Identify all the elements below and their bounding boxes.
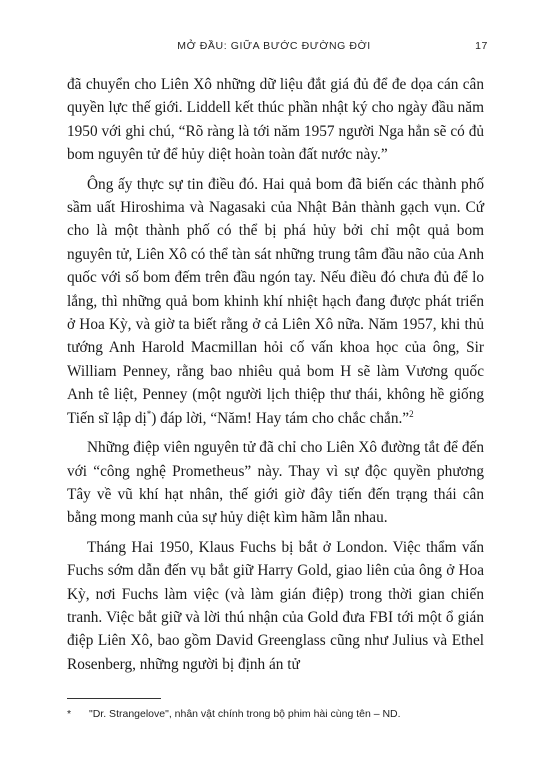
footnote-divider — [67, 698, 161, 699]
running-title: MỞ ĐẦU: GIỮA BƯỚC ĐƯỜNG ĐỜI — [177, 40, 371, 52]
paragraph-2-tail: ) đáp lời, “Năm! Hay tám cho chắc chắn.” — [151, 409, 410, 427]
footnote-reference-mark: * — [146, 408, 152, 419]
page-number: 17 — [475, 40, 488, 52]
paragraph-4: Tháng Hai 1950, Klaus Fuchs bị bắt ở London. Việc thẩm vấn Fuchs sớm dẫn đến vụ bắt giữ Harry Gold, giao liên của ông ở Hoa Kỳ, nơi Fuchs làm việc (và làm gián điệp) trong thời gian chiến tranh. Việc bắt giữ và lời thú nhận của Gold đưa FBI tới một ổ gián điệp Liên Xô, bao gồm David Greenglass cũng như Julius và Ethel Rosenberg, những người bị định án tử — [67, 538, 484, 673]
paragraph-2-text: Ông ấy thực sự tin điều đó. Hai quả bom đã biến các thành phố sầm uất Hiroshima và Nagasaki của Nhật Bản thành gạch vụn. Cứ cho là một thành phố có thể bị phá hủy bởi chỉ một quả bom nguyên tử, Liên Xô có thể tàn sát những trung tâm đầu não của Anh quốc với số bom đếm trên đầu ngón tay. Nếu điều đó chưa đủ để lo lắng, thì những quả bom khinh khí nhiệt hạch đang được phát triển ở Hoa Kỳ, và giờ ta biết rằng ở cả Liên Xô nữa. Năm 1957, khi thủ tướng Anh Harold Macmillan hỏi cố vấn khoa học của ông, Sir William Penney, rằng bao nhiêu quả bom H sẽ làm Vương quốc Anh tê liệt, Penney (một người lịch thiệp thư thái, không hề giống Tiến sĩ lập dị — [67, 175, 484, 427]
endnote-reference: 2 — [409, 408, 414, 419]
footnote-text: "Dr. Strangelove", nhân vật chính trong bộ phim hài cùng tên – ND. — [89, 708, 401, 720]
body-text — [67, 73, 484, 676]
footnote — [67, 708, 487, 720]
paragraph-3: Những điệp viên nguyên tử đã chỉ cho Liên Xô đường tắt để đến với “công nghệ Prometheus” này. Thay vì sự độc quyền phương Tây về vũ khí hạt nhân, thế giới giờ đây tiến đến trạng thái cân bằng mong manh của sự hủy diệt kìm hãm lẫn nhau. — [67, 439, 484, 527]
paragraph-2 — [67, 173, 484, 430]
footnote-mark: * — [67, 708, 72, 720]
paragraph-1: đã chuyển cho Liên Xô những dữ liệu đắt giá đủ để đe dọa cán cân quyền lực thế giới. Liddell kết thúc phần nhật ký cho ngày đầu năm 1950 với ghi chú, “Rõ ràng là tới năm 1957 người Nga hẳn sẽ có đủ bom nguyên tử để hủy diệt hoàn toàn đất nước này.” — [67, 76, 484, 164]
running-header — [0, 40, 548, 56]
